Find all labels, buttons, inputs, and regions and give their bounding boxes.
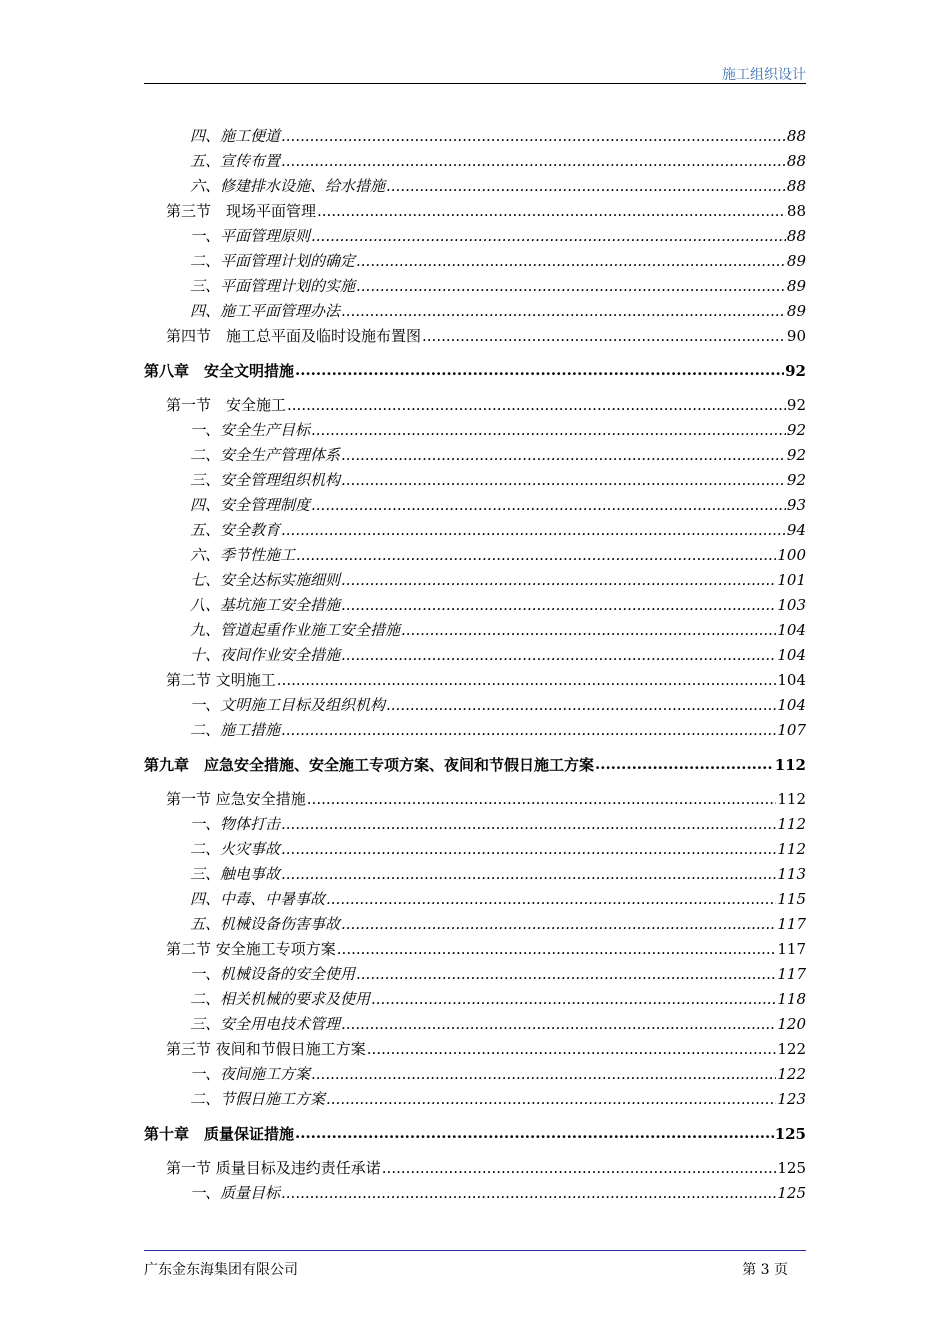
toc-entry-label: 三、触电事故 xyxy=(190,865,281,883)
toc-chapter-entry[interactable] xyxy=(144,359,806,383)
toc-leader-dots xyxy=(356,274,786,299)
toc-entry-label: 六、修建排水设施、给水措施 xyxy=(190,177,386,195)
toc-subsection-entry[interactable] xyxy=(144,593,806,618)
toc-subsection-entry[interactable] xyxy=(144,493,806,518)
toc-entry-label: 一、夜间施工方案 xyxy=(190,1065,311,1083)
toc-subsection-entry[interactable] xyxy=(144,174,806,199)
toc-leader-dots xyxy=(595,752,774,777)
toc-entry-page: 112 xyxy=(774,756,806,774)
toc-entry-label: 第二节 文明施工 xyxy=(166,671,276,689)
toc-leader-dots xyxy=(401,618,776,643)
toc-leader-dots xyxy=(311,418,786,443)
toc-entry-page: 88 xyxy=(786,127,806,145)
footer-company: 广东金东海集团有限公司 xyxy=(144,1262,298,1278)
toc-leader-dots xyxy=(281,837,776,862)
toc-leader-dots xyxy=(341,568,776,593)
toc-entry-page: 101 xyxy=(777,571,806,589)
toc-entry-label: 第三节 现场平面管理 xyxy=(166,202,317,220)
toc-entry-page: 92 xyxy=(786,471,806,489)
toc-subsection-entry[interactable] xyxy=(144,643,806,668)
toc-entry-page: 104 xyxy=(777,621,806,639)
toc-entry-label: 一、平面管理原则 xyxy=(190,227,311,245)
toc-entry-page: 115 xyxy=(777,890,806,908)
toc-leader-dots xyxy=(281,1181,776,1206)
toc-entry-label: 四、施工平面管理办法 xyxy=(190,302,341,320)
toc-subsection-entry[interactable] xyxy=(144,987,806,1012)
toc-leader-dots xyxy=(317,199,786,224)
toc-entry-label: 二、节假日施工方案 xyxy=(190,1090,326,1108)
toc-entry-label: 第一节 质量目标及违约责任承诺 xyxy=(166,1159,381,1177)
toc-subsection-entry[interactable] xyxy=(144,1062,806,1087)
toc-entry-page: 117 xyxy=(777,915,806,933)
toc-entry-page: 122 xyxy=(777,1040,806,1058)
toc-subsection-entry[interactable] xyxy=(144,568,806,593)
toc-leader-dots xyxy=(356,249,786,274)
toc-entry-page: 88 xyxy=(786,227,806,245)
toc-subsection-entry[interactable] xyxy=(144,1181,806,1206)
toc-entry-label: 二、火灾事故 xyxy=(190,840,281,858)
toc-section-entry[interactable] xyxy=(144,199,806,224)
toc-entry-label: 二、平面管理计划的确定 xyxy=(190,252,356,270)
toc-entry-page: 89 xyxy=(786,252,806,270)
toc-entry-page: 92 xyxy=(786,396,806,414)
toc-leader-dots xyxy=(386,174,786,199)
toc-entry-label: 一、质量目标 xyxy=(190,1184,281,1202)
toc-entry-label: 第九章 应急安全措施、安全施工专项方案、夜间和节假日施工方案 xyxy=(144,756,595,774)
toc-entry-label: 五、安全教育 xyxy=(190,521,281,539)
toc-entry-label: 十、夜间作业安全措施 xyxy=(190,646,341,664)
toc-leader-dots xyxy=(356,962,776,987)
toc-section-entry[interactable] xyxy=(144,787,806,812)
toc-section-entry[interactable] xyxy=(144,937,806,962)
toc-entry-page: 120 xyxy=(777,1015,806,1033)
toc-subsection-entry[interactable] xyxy=(144,124,806,149)
toc-entry-page: 125 xyxy=(774,1125,806,1143)
toc-entry-page: 100 xyxy=(777,546,806,564)
toc-entry-label: 第一节 安全施工 xyxy=(166,396,287,414)
toc-subsection-entry[interactable] xyxy=(144,887,806,912)
toc-subsection-entry[interactable] xyxy=(144,418,806,443)
toc-entry-page: 118 xyxy=(777,990,806,1008)
toc-entry-page: 104 xyxy=(777,646,806,664)
toc-subsection-entry[interactable] xyxy=(144,224,806,249)
toc-entry-label: 三、平面管理计划的实施 xyxy=(190,277,356,295)
toc-entry-label: 第一节 应急安全措施 xyxy=(166,790,306,808)
toc-entry-page: 92 xyxy=(786,446,806,464)
toc-entry-page: 88 xyxy=(786,202,806,220)
toc-subsection-entry[interactable] xyxy=(144,249,806,274)
toc-chapter-entry[interactable] xyxy=(144,753,806,777)
toc-leader-dots xyxy=(281,518,786,543)
toc-leader-dots xyxy=(311,224,786,249)
toc-entry-label: 五、宣传布置 xyxy=(190,152,281,170)
toc-leader-dots xyxy=(281,812,776,837)
toc-entry-page: 104 xyxy=(777,671,806,689)
toc-entry-page: 123 xyxy=(777,1090,806,1108)
toc-subsection-entry[interactable] xyxy=(144,518,806,543)
toc-entry-page: 93 xyxy=(786,496,806,514)
toc-entry-label: 三、安全用电技术管理 xyxy=(190,1015,341,1033)
toc-subsection-entry[interactable] xyxy=(144,718,806,743)
toc-leader-dots xyxy=(311,493,786,518)
toc-leader-dots xyxy=(341,468,786,493)
toc-entry-page: 92 xyxy=(785,362,806,380)
toc-leader-dots xyxy=(326,1087,776,1112)
toc-entry-label: 六、季节性施工 xyxy=(190,546,296,564)
toc-entry-label: 四、中毒、中暑事故 xyxy=(190,890,326,908)
toc-leader-dots xyxy=(307,787,777,812)
toc-subsection-entry[interactable] xyxy=(144,1012,806,1037)
toc-entry-page: 90 xyxy=(786,327,806,345)
toc-leader-dots xyxy=(281,124,786,149)
toc-subsection-entry[interactable] xyxy=(144,618,806,643)
toc-entry-label: 第二节 安全施工专项方案 xyxy=(166,940,336,958)
header-rule xyxy=(144,83,806,84)
toc-subsection-entry[interactable] xyxy=(144,962,806,987)
toc-subsection-entry[interactable] xyxy=(144,443,806,468)
toc-leader-dots xyxy=(277,668,777,693)
toc-entry-label: 四、施工便道 xyxy=(190,127,281,145)
toc-subsection-entry[interactable] xyxy=(144,912,806,937)
toc-section-entry[interactable] xyxy=(144,393,806,418)
toc-leader-dots xyxy=(341,593,776,618)
toc-chapter-entry[interactable] xyxy=(144,1122,806,1146)
toc-entry-page: 94 xyxy=(786,521,806,539)
toc-entry-label: 四、安全管理制度 xyxy=(190,496,311,514)
toc-subsection-entry[interactable] xyxy=(144,299,806,324)
footer-page-number: 第 3 页 xyxy=(742,1262,788,1278)
toc-entry-label: 九、管道起重作业施工安全措施 xyxy=(190,621,401,639)
toc-entry-page: 107 xyxy=(777,721,806,739)
toc-leader-dots xyxy=(341,912,776,937)
toc-leader-dots xyxy=(295,1121,774,1146)
toc-subsection-entry[interactable] xyxy=(144,1087,806,1112)
toc-subsection-entry[interactable] xyxy=(144,837,806,862)
toc-leader-dots xyxy=(281,862,776,887)
toc-entry-page: 103 xyxy=(777,596,806,614)
toc-entry-page: 117 xyxy=(777,965,806,983)
toc-section-entry[interactable] xyxy=(144,324,806,349)
toc-leader-dots xyxy=(281,149,786,174)
toc-leader-dots xyxy=(386,693,776,718)
toc-section-entry[interactable] xyxy=(144,1156,806,1181)
toc-leader-dots xyxy=(341,1012,776,1037)
toc-leader-dots xyxy=(371,987,776,1012)
toc-entry-label: 二、相关机械的要求及使用 xyxy=(190,990,371,1008)
toc-entry-page: 89 xyxy=(786,277,806,295)
toc-entry-label: 一、安全生产目标 xyxy=(190,421,311,439)
toc-subsection-entry[interactable] xyxy=(144,543,806,568)
toc-entry-page: 113 xyxy=(777,865,806,883)
toc-entry-page: 112 xyxy=(777,840,806,858)
toc-leader-dots xyxy=(341,299,786,324)
toc-entry-label: 第八章 安全文明措施 xyxy=(144,362,295,380)
toc-leader-dots xyxy=(422,324,786,349)
toc-entry-label: 二、安全生产管理体系 xyxy=(190,446,341,464)
toc-entry-label: 第三节 夜间和节假日施工方案 xyxy=(166,1040,366,1058)
toc-entry-page: 122 xyxy=(777,1065,806,1083)
toc-subsection-entry[interactable] xyxy=(144,693,806,718)
toc-leader-dots xyxy=(382,1156,777,1181)
toc-entry-label: 八、基坑施工安全措施 xyxy=(190,596,341,614)
toc-entry-label: 一、机械设备的安全使用 xyxy=(190,965,356,983)
toc-entry-page: 88 xyxy=(786,152,806,170)
toc-leader-dots xyxy=(295,358,784,383)
toc-entry-page: 125 xyxy=(777,1159,806,1177)
toc-entry-page: 89 xyxy=(786,302,806,320)
toc-leader-dots xyxy=(367,1037,777,1062)
toc-entry-page: 125 xyxy=(777,1184,806,1202)
toc-section-entry[interactable] xyxy=(144,1037,806,1062)
toc-leader-dots xyxy=(326,887,776,912)
toc-subsection-entry[interactable] xyxy=(144,149,806,174)
toc-leader-dots xyxy=(287,393,786,418)
toc-subsection-entry[interactable] xyxy=(144,274,806,299)
footer-rule xyxy=(144,1250,806,1251)
toc-entry-page: 92 xyxy=(786,421,806,439)
toc-leader-dots xyxy=(341,643,776,668)
toc-entry-label: 三、安全管理组织机构 xyxy=(190,471,341,489)
toc-leader-dots xyxy=(341,443,786,468)
toc-entry-page: 104 xyxy=(777,696,806,714)
toc-entry-label: 二、施工措施 xyxy=(190,721,281,739)
toc-entry-label: 一、物体打击 xyxy=(190,815,281,833)
toc-entry-page: 112 xyxy=(777,815,806,833)
toc-subsection-entry[interactable] xyxy=(144,468,806,493)
toc-entry-label: 第十章 质量保证措施 xyxy=(144,1125,295,1143)
toc-entry-label: 第四节 施工总平面及临时设施布置图 xyxy=(166,327,422,345)
toc-entry-page: 112 xyxy=(777,790,806,808)
toc-entry-page: 88 xyxy=(786,177,806,195)
toc-entry-label: 七、安全达标实施细则 xyxy=(190,571,341,589)
toc-entry-label: 一、文明施工目标及组织机构 xyxy=(190,696,386,714)
toc-entry-label: 五、机械设备伤害事故 xyxy=(190,915,341,933)
toc-subsection-entry[interactable] xyxy=(144,862,806,887)
toc-leader-dots xyxy=(281,718,776,743)
toc-leader-dots xyxy=(296,543,776,568)
toc-subsection-entry[interactable] xyxy=(144,812,806,837)
toc-leader-dots xyxy=(337,937,777,962)
toc-section-entry[interactable] xyxy=(144,668,806,693)
toc-leader-dots xyxy=(311,1062,776,1087)
toc-entry-page: 117 xyxy=(777,940,806,958)
page-header-title: 施工组织设计 xyxy=(722,67,806,83)
table-of-contents xyxy=(144,124,806,1206)
